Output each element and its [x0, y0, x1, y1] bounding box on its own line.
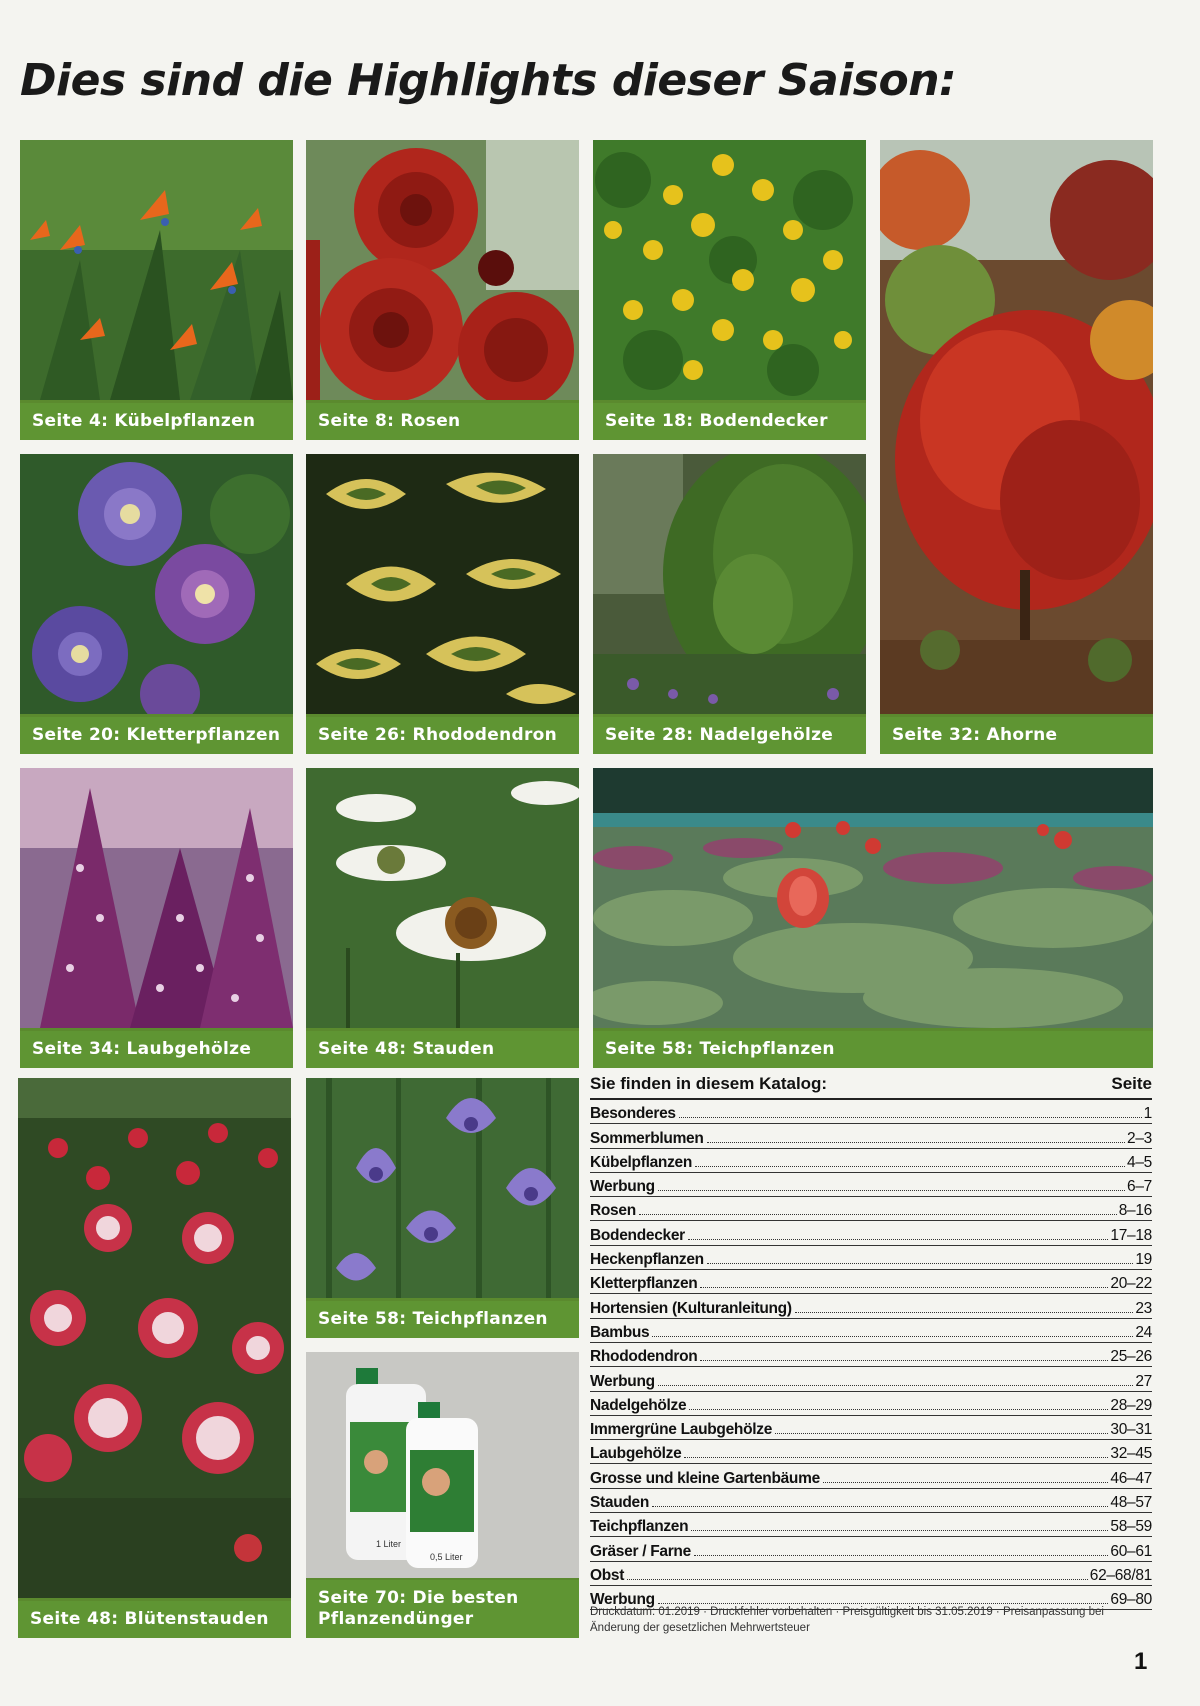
toc-leader-dots	[707, 1141, 1125, 1143]
toc-entry-title: Obst	[590, 1566, 625, 1584]
toc-entry-pages: 46–47	[1110, 1469, 1152, 1487]
toc-entry-pages: 58–59	[1110, 1518, 1152, 1536]
tile-caption: Seite 48: Blütenstauden	[18, 1601, 291, 1638]
variegated-leaves-photo	[306, 454, 579, 714]
toc-entry	[590, 1440, 1152, 1464]
fertilizer-bottles-photo	[306, 1352, 579, 1578]
tile-stauden	[306, 768, 579, 1068]
toc-entry	[590, 1562, 1152, 1586]
toc-leader-dots	[627, 1578, 1088, 1580]
toc-leader-dots	[823, 1481, 1108, 1483]
toc-leader-dots	[658, 1384, 1134, 1386]
toc-entry-title: Grosse und kleine Gartenbäume	[590, 1469, 820, 1487]
toc-entry-pages: 69–80	[1110, 1591, 1152, 1609]
toc-entry-title: Kübelpflanzen	[590, 1153, 693, 1171]
white-coneflower-photo	[306, 768, 579, 1028]
toc-leader-dots	[688, 1238, 1108, 1240]
toc-entry	[590, 1319, 1152, 1343]
tile-caption: Seite 4: Kübelpflanzen	[20, 403, 293, 440]
toc-list	[590, 1100, 1152, 1610]
toc-leader-dots	[652, 1335, 1133, 1337]
toc-entry-title: Sommerblumen	[590, 1129, 704, 1147]
toc-entry-pages: 23	[1135, 1299, 1152, 1317]
bird-of-paradise-photo	[20, 140, 293, 400]
tile-bodendecker	[593, 140, 866, 440]
red-maple-photo	[880, 140, 1153, 714]
purple-iris-photo	[306, 1078, 579, 1298]
toc-entry-pages: 8–16	[1118, 1202, 1152, 1220]
toc-entry-title: Werbung	[590, 1591, 655, 1609]
toc-entry-pages: 17–18	[1110, 1226, 1152, 1244]
tile-rhododendron	[306, 454, 579, 754]
toc-entry-pages: 1	[1143, 1105, 1152, 1123]
toc-title: Sie finden in diesem Katalog:	[590, 1074, 828, 1093]
red-roses-photo	[306, 140, 579, 400]
toc-entry	[590, 1246, 1152, 1270]
toc-entry	[590, 1537, 1152, 1561]
tile-caption: Seite 20: Kletterpflanzen	[20, 717, 293, 754]
toc-entry	[590, 1367, 1152, 1391]
toc-entry	[590, 1100, 1152, 1124]
toc-entry-title: Gräser / Farne	[590, 1542, 691, 1560]
tile-teichpflanzen-iris	[306, 1078, 579, 1338]
footnote: Druckdatum: 01.2019 · Druckfehler vorbehalten · Preisgültigkeit bis 31.05.2019 · Preisanpassung bei Änderung der gesetzlichen Mehrwertsteuer	[590, 1606, 1104, 1634]
toc-entry-pages: 27	[1135, 1372, 1152, 1390]
toc-entry-pages: 48–57	[1110, 1494, 1152, 1512]
tile-kuebelpflanzen	[20, 140, 293, 440]
toc-leader-dots	[652, 1505, 1108, 1507]
conifer-photo	[593, 454, 866, 714]
tile-ahorne	[880, 140, 1153, 754]
toc-entry-pages: 32–45	[1110, 1445, 1152, 1463]
toc-entry-pages: 19	[1135, 1251, 1152, 1269]
tile-caption: Seite 32: Ahorne	[880, 717, 1153, 754]
toc-entry	[590, 1416, 1152, 1440]
tile-caption: Seite 48: Stauden	[306, 1031, 579, 1068]
toc-entry-title: Stauden	[590, 1494, 650, 1512]
toc-leader-dots	[694, 1554, 1108, 1556]
toc-leader-dots	[679, 1116, 1142, 1118]
toc-entry-title: Kletterpflanzen	[590, 1275, 698, 1293]
purple-lilac-photo	[20, 768, 293, 1028]
toc-entry-title: Bambus	[590, 1323, 650, 1341]
toc-leader-dots	[639, 1213, 1117, 1215]
toc-entry	[590, 1149, 1152, 1173]
tile-caption: Seite 58: Teichpflanzen	[306, 1301, 579, 1338]
tile-kletterpflanzen	[20, 454, 293, 754]
toc-entry	[590, 1513, 1152, 1537]
toc-entry-title: Laubgehölze	[590, 1445, 682, 1463]
toc-entry-title: Teichpflanzen	[590, 1518, 689, 1536]
toc-leader-dots	[775, 1432, 1108, 1434]
toc-entry-title: Hortensien (Kulturanleitung)	[590, 1299, 792, 1317]
toc-entry-title: Werbung	[590, 1178, 655, 1196]
tile-bluetenstauden	[18, 1078, 291, 1638]
toc-entry	[590, 1221, 1152, 1245]
water-lily-pond-photo	[593, 768, 1153, 1028]
toc-leader-dots	[658, 1189, 1125, 1191]
tile-laubgehoelze	[20, 768, 293, 1068]
toc-header	[590, 1074, 1152, 1100]
toc-entry-pages: 20–22	[1110, 1275, 1152, 1293]
toc-entry-title: Rosen	[590, 1202, 636, 1220]
toc-entry-title: Rhododendron	[590, 1348, 698, 1366]
toc-page-header: Seite	[1111, 1074, 1152, 1093]
toc-entry-pages: 24	[1135, 1323, 1152, 1341]
bottle-label-large: 1 Liter	[376, 1539, 402, 1549]
peonies-photo	[18, 1078, 291, 1598]
toc-entry-pages: 6–7	[1127, 1178, 1152, 1196]
page-headline: Dies sind die Highlights dieser Saison:	[20, 55, 957, 106]
toc-entry-title: Werbung	[590, 1372, 655, 1390]
tile-rosen	[306, 140, 579, 440]
yellow-groundcover-photo	[593, 140, 866, 400]
toc-entry-title: Immergrüne Laubgehölze	[590, 1421, 773, 1439]
toc-entry	[590, 1489, 1152, 1513]
table-of-contents	[590, 1074, 1152, 1610]
tile-teichpflanzen-wide	[593, 768, 1153, 1068]
toc-entry-title: Bodendecker	[590, 1226, 685, 1244]
toc-entry	[590, 1392, 1152, 1416]
purple-clematis-photo	[20, 454, 293, 714]
page-number: 1	[1134, 1648, 1148, 1675]
toc-leader-dots	[795, 1311, 1134, 1313]
toc-leader-dots	[700, 1359, 1108, 1361]
toc-entry-pages: 28–29	[1110, 1396, 1152, 1414]
toc-entry	[590, 1270, 1152, 1294]
toc-leader-dots	[700, 1286, 1108, 1288]
tile-caption: Seite 8: Rosen	[306, 403, 579, 440]
toc-entry-pages: 30–31	[1110, 1421, 1152, 1439]
tile-caption: Seite 70: Die besten Pflanzendünger	[306, 1580, 579, 1638]
toc-entry	[590, 1464, 1152, 1488]
toc-entry-pages: 60–61	[1110, 1542, 1152, 1560]
toc-entry-pages: 25–26	[1110, 1348, 1152, 1366]
toc-entry-pages: 62–68/81	[1089, 1566, 1152, 1584]
toc-entry	[590, 1294, 1152, 1318]
toc-entry	[590, 1343, 1152, 1367]
toc-entry-pages: 2–3	[1127, 1129, 1152, 1147]
toc-entry	[590, 1124, 1152, 1148]
tile-caption: Seite 26: Rhododendron	[306, 717, 579, 754]
toc-leader-dots	[691, 1529, 1108, 1531]
tile-caption: Seite 34: Laubgehölze	[20, 1031, 293, 1068]
tile-duenger	[306, 1352, 579, 1638]
toc-leader-dots	[689, 1408, 1108, 1410]
bottle-label-small: 0,5 Liter	[430, 1552, 463, 1562]
tile-nadelgehoelze	[593, 454, 866, 754]
toc-leader-dots	[707, 1262, 1134, 1264]
toc-entry-title: Heckenpflanzen	[590, 1251, 704, 1269]
tile-caption: Seite 58: Teichpflanzen	[593, 1031, 1153, 1068]
toc-entry	[590, 1197, 1152, 1221]
toc-entry-title: Besonderes	[590, 1105, 676, 1123]
tile-caption: Seite 28: Nadelgehölze	[593, 717, 866, 754]
toc-leader-dots	[684, 1456, 1108, 1458]
tile-caption: Seite 18: Bodendecker	[593, 403, 866, 440]
toc-entry-title: Nadelgehölze	[590, 1396, 687, 1414]
toc-entry	[590, 1173, 1152, 1197]
toc-entry-pages: 4–5	[1127, 1153, 1152, 1171]
toc-leader-dots	[695, 1165, 1125, 1167]
